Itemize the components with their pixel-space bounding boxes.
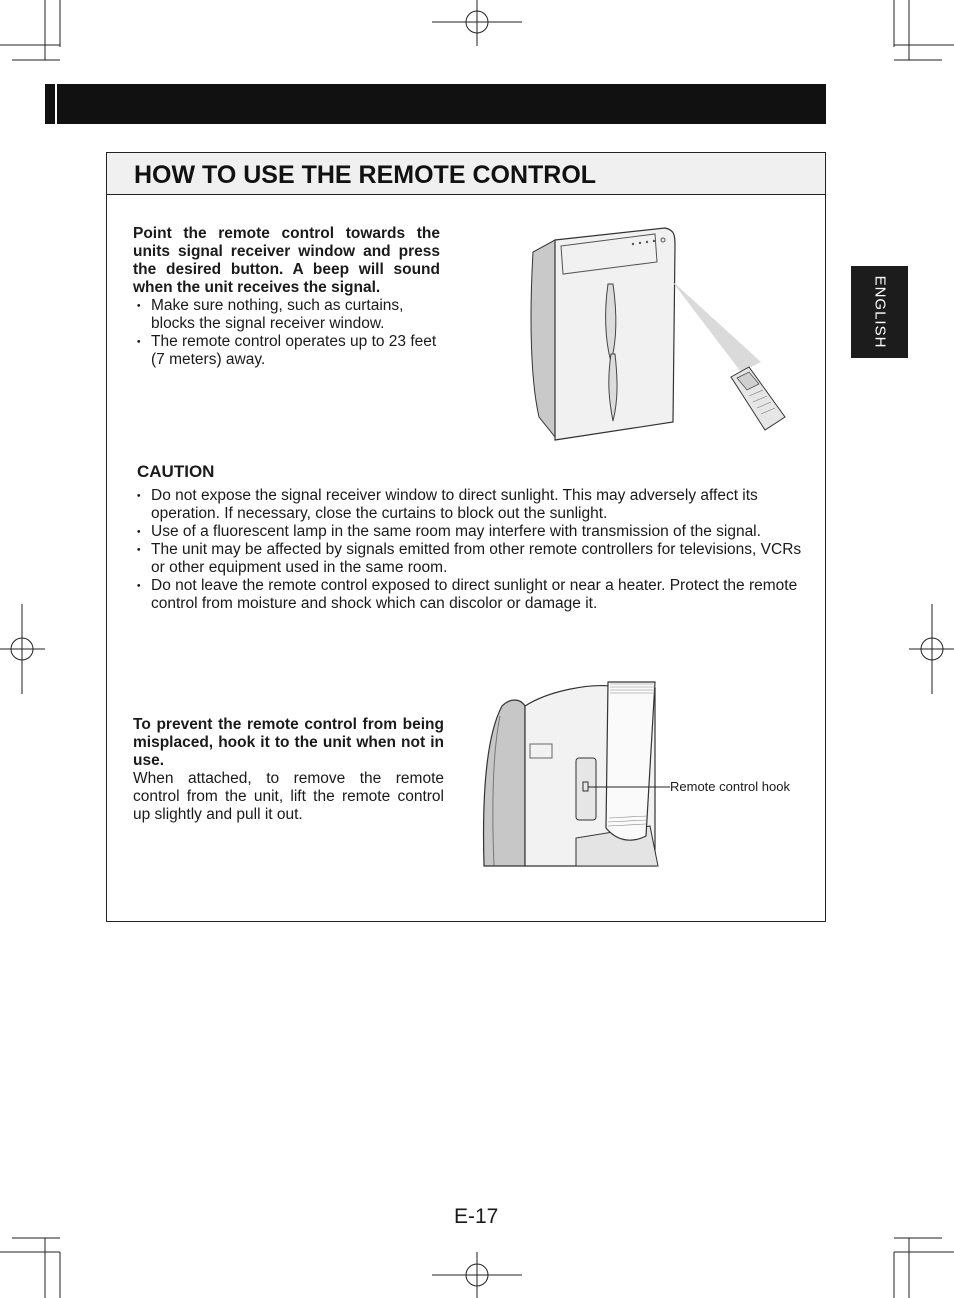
language-tab-label: ENGLISH (871, 275, 888, 349)
pointing-bullets (133, 297, 440, 369)
list-item: ・ Make sure nothing, such as curtains, blocks the signal receiver window. (133, 297, 440, 333)
section-title: HOW TO USE THE REMOTE CONTROL (134, 161, 597, 189)
list-item: ・ Use of a fluorescent lamp in the same room may interfere with transmission of the signal. (133, 523, 803, 541)
unit-remote-illustration (525, 222, 790, 447)
hook-callout-label: Remote control hook (670, 779, 790, 794)
list-item: ・ Do not leave the remote control exposed to direct sunlight or near a heater. Protect the remote control from moisture and shock which can discolor or damage it. (133, 577, 803, 613)
header-bar (45, 84, 826, 124)
list-item: ・ Do not expose the signal receiver window to direct sunlight. This may adversely affect its operation. If necessary, close the curtains to block out the sunlight. (133, 487, 803, 523)
section-header (107, 153, 825, 195)
list-item: ・ The remote control operates up to 23 feet (7 meters) away. (133, 333, 440, 369)
page-number: E-17 (454, 1205, 499, 1228)
list-item: ・ The unit may be affected by signals emitted from other remote controllers for televisions, VCRs or other equipment used in the same room. (133, 541, 803, 577)
pointing-instructions (133, 225, 440, 369)
storage-instructions (133, 716, 444, 824)
language-tab (851, 266, 908, 358)
caution-title: CAUTION (137, 462, 215, 481)
caution-list (133, 487, 803, 613)
storage-lead: To prevent the remote control from being misplaced, hook it to the unit when not in use. (133, 716, 444, 769)
hook-illustration (480, 676, 670, 868)
pointing-lead: Point the remote control towards the units signal receiver window and press the desired button. A beep will sound when the unit receives the signal. (133, 225, 440, 296)
storage-body: When attached, to remove the remote control from the unit, lift the remote control up slightly and pull it out. (133, 770, 444, 823)
